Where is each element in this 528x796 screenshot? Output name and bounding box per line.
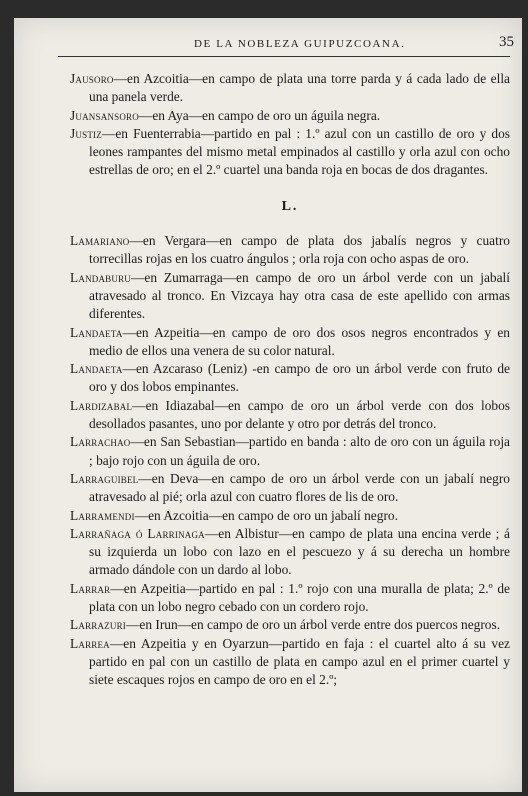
- heraldry-entry: [70, 507, 510, 525]
- heraldry-entry: [70, 125, 510, 180]
- surname: Larrar: [70, 580, 111, 596]
- surname: Landaeta: [70, 361, 123, 377]
- surname: Larraguibel: [70, 470, 139, 486]
- heraldry-entry: [70, 433, 510, 470]
- heraldry-entry: [70, 525, 510, 580]
- entry-text: —en Azpeitia—en campo de oro dos osos negros encontrados y en medio de ellos una venera de su color natural.: [89, 324, 510, 358]
- surname: Landaburu: [70, 269, 131, 285]
- surname: Larramendi: [70, 507, 135, 523]
- heraldry-entry: [70, 470, 510, 507]
- surname: Justiz: [70, 125, 102, 141]
- surname: Larrea: [70, 635, 110, 651]
- entry-text: —en Zumarraga—en campo de oro un árbol verde con un jabalí atravesado al tronco. En Vizcaya hay otra casa de este apellido con armas diferentes.: [89, 269, 510, 322]
- entry-text: —en Azcaraso (Leniz) -en campo de oro un árbol verde con fruto de oro y dos lobos empinantes.: [89, 361, 510, 395]
- heraldry-entry: [70, 107, 510, 125]
- heraldry-entry: [70, 635, 510, 690]
- heraldry-entry: [70, 232, 510, 269]
- entry-text: —en Irun—en campo de oro un árbol verde entre dos puercos negros.: [125, 617, 501, 633]
- entry-text: —en Idiazabal—en campo de oro un árbol verde con dos lobos desollados pasantes, uno por delante y otro por detrás del tronco.: [89, 397, 510, 432]
- book-page: [14, 18, 522, 792]
- heraldry-entry: [70, 360, 510, 397]
- entry-text: —en Vergara—en campo de plata dos jabalís negros y cuatro torrecillas rojas en los cuatro ángulos ; orla roja con ocho aspas de oro.: [89, 233, 510, 267]
- heraldry-entry: [70, 324, 510, 361]
- entry-text: —en San Sebastian—partido en banda : alto de oro con un águila roja ; bajo rojo con un águila de oro.: [89, 434, 510, 468]
- entry-text: —en Albistur—en campo de plata una encina verde ; á su izquierda un lobo con lazo en el pescuezo y á su derecha un hombre armado dándole con un dardo al lobo.: [89, 525, 510, 578]
- surname: Larrachao: [70, 434, 131, 450]
- surname: Larrañaga ó Larrinaga: [70, 525, 205, 541]
- surname: Lamariano: [70, 233, 130, 249]
- entries-l: [70, 232, 510, 689]
- heraldry-entry: [70, 616, 510, 634]
- entry-text: —en Azcoitia—en campo de oro un jabalí negro.: [134, 507, 398, 523]
- header-rule: [58, 56, 510, 57]
- entry-text: —en Deva—en campo de oro un árbol verde con un jabalí negro atravesado al pié; orla azul con cuatro flores de lis de oro.: [89, 470, 510, 505]
- entry-text: —en Azpeitia y en Oyarzun—partido en faja : el cuartel alto á su vez partido en pal con un castillo de plata en campo azul en el primer cuartel y siete escaques rojos en campo de oro en el 2.º;: [89, 635, 510, 688]
- surname: Lardizabal: [70, 397, 133, 413]
- surname: Juansansoro: [70, 107, 139, 123]
- running-title: DE LA NOBLEZA GUIPUZCOANA.: [194, 38, 406, 50]
- body-text: [70, 70, 510, 690]
- entry-text: —en Azpeitia—partido en pal : 1.º rojo con una muralla de plata; 2.º de plata con un lobo negro cebado con un cordero rojo.: [89, 580, 510, 615]
- section-letter: L.: [281, 198, 299, 214]
- surname: Landaeta: [70, 324, 123, 340]
- surname: Larrazuri: [70, 617, 126, 633]
- entries-j: [70, 70, 510, 180]
- entry-text: —en Fuenterrabia—partido en pal : 1.º azul con un castillo de oro y dos leones rampantes del mismo metal empinados al castillo y orla azul con ocho estrellas de oro; en el 2.º cuartel una banda roja en bocas de dos dragantes.: [89, 125, 510, 178]
- entry-text: —en Aya—en campo de oro un águila negra.: [138, 107, 381, 123]
- page-number: 35: [499, 34, 514, 50]
- heraldry-entry: [70, 269, 510, 324]
- entry-text: —en Azcoitia—en campo de plata una torre parda y á cada lado de ella una panela verde.: [89, 71, 510, 105]
- heraldry-entry: [70, 397, 510, 434]
- heraldry-entry: [70, 580, 510, 617]
- surname: Jausoro: [70, 71, 114, 86]
- heraldry-entry: [70, 70, 510, 107]
